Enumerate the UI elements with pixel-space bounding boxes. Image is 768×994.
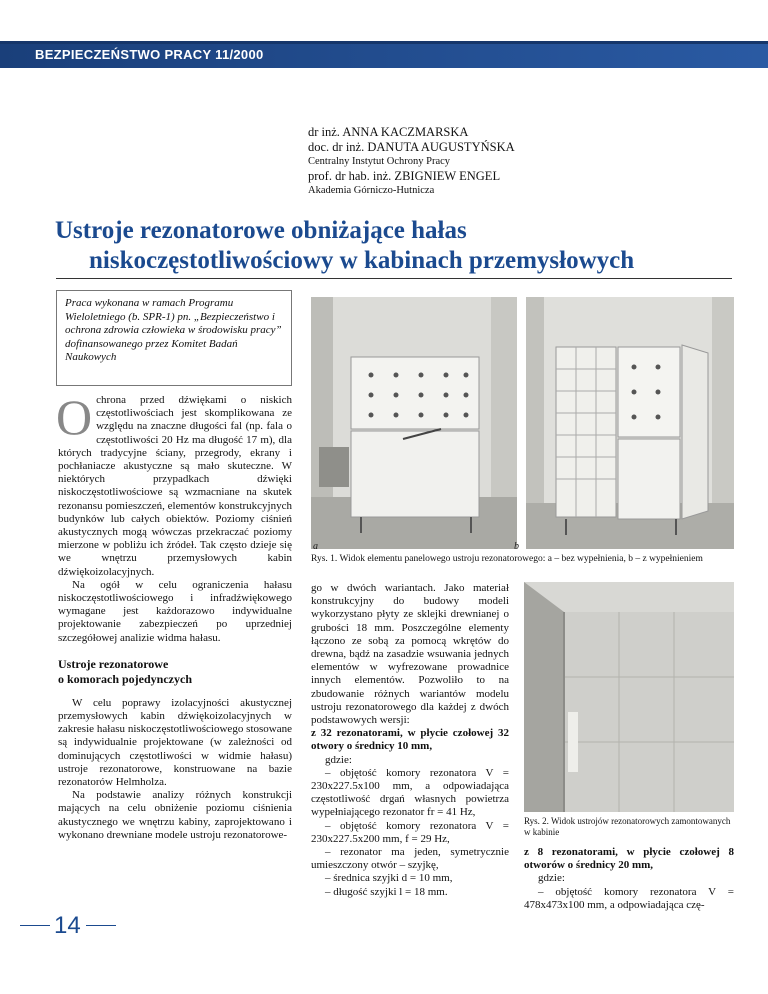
drop-cap: O — [56, 389, 93, 445]
photo-panel-filled — [526, 297, 734, 549]
figure-label-a: a — [313, 541, 318, 552]
resonator-panel-photo-a — [311, 297, 517, 549]
paragraph: W celu poprawy izolacyjności akustycznej przemysłowych kabin dźwiękoizolacyjnych w zakresie hałasu niskoczęstotliwościowego stosowane są indywidualnie projektowane (w zależności od dominujących częstotliwości w widmie hałasu) ustroje rezonatorowe, konstruowane na bazie rezonatorów Helmholza. — [58, 696, 292, 789]
intro-text: chrona przed dźwiękami o niskich częstotliwościach jest skomplikowana ze względu na znaczne długości fal (np. fala o częstotliwości 20 Hz ma długość 17 m), dla których tradycyjne ściany, przegrody, ekrany i pochłaniacze akustyczne są mało skuteczne. W niektórych przypadkach dźwięki niskoczęstotliwościowe są wzmacniane na skutek rezonansu pomieszczeń, elementów konstrukcyjnych budynków lub całych obiektów. Poziomy ciśnień akustycznych mogą wówczas przekraczać poziomy mierzone w pobliżu ich źródeł. Tak często dzieje się we wnętrzu przemysłowych kabin dźwiękoizolacyjnych. — [58, 394, 292, 578]
text-column-2 — [311, 582, 509, 899]
list-item: – objętość komory rezonatora V = 230x227.5x200 mm, f = 29 Hz, — [311, 819, 509, 845]
list-item: – długość szyjki l = 18 mm. — [325, 885, 448, 898]
journal-header-bar — [0, 41, 768, 68]
photo-panel-empty — [311, 297, 517, 549]
article-title — [55, 216, 745, 276]
author-name: prof. dr hab. inż. ZBIGNIEW ENGEL — [308, 169, 501, 183]
list-intro: gdzie: — [538, 872, 565, 885]
funding-note: Praca wykonana w ramach Programu Wieloletniego (b. SPR-1) pn. „Bezpieczeństwo i ochrona zdrowia człowieka w środowisku pracy” dofinansowanego przez Komitet Badań Naukowych — [56, 290, 292, 386]
page-number: 14 — [54, 912, 81, 939]
text-column-1 — [56, 389, 292, 842]
photo-cabin-installed — [524, 582, 734, 812]
cabin-resonators-photo — [524, 582, 734, 812]
section-heading-line: Ustroje rezonatorowe — [58, 656, 169, 671]
section-heading-line: o komorach pojedynczych — [58, 671, 192, 686]
author-name: dr inż. ANNA KACZMARSKA — [308, 125, 469, 139]
title-divider — [56, 278, 732, 279]
paragraph: go w dwóch wariantach. Jako materiał konstrukcyjny do budowy modeli wykorzystano płyty ze sklejki drewnianej o grubości 18 mm. Poszczególne elementy łączono ze sobą za pomocą wkrętów do drewna, bądź na zasadzie wsuwania jednych elementów w wyfrezowane prowadnice innych elementów. Pozwoliło to na zbudowanie różnych wariantów modelu ustroju rezonatorowego dla każdej z dwóch podstawowych wersji: — [311, 582, 509, 727]
list-item: – objętość komory rezonatora V = 478x473x100 mm, a odpowiadająca czę- — [524, 885, 734, 911]
paragraph: Na podstawie analizy różnych konstrukcji mających na celu obniżenie poziomu ciśnienia akustycznego we wnętrzu kabiny, zaprojektowano i wykonano drewniane modele ustroju rezonatorowe- — [58, 789, 292, 841]
list-intro: gdzie: — [325, 753, 352, 766]
variant-heading: z 32 rezonatorami, w płycie czołowej 32 otwory o średnicy 10 mm, — [311, 727, 509, 753]
list-item: – średnica szyjki d = 10 mm, — [325, 872, 453, 885]
title-line-1: Ustroje rezonatorowe obniżające hałas — [55, 217, 467, 244]
author-institution: Centralny Instytut Ochrony Pracy — [308, 156, 451, 167]
list-item: – rezonator ma jeden, symetrycznie umieszczony otwór – szyjkę, — [311, 846, 509, 872]
section-heading — [58, 657, 292, 687]
text-column-3 — [524, 846, 734, 912]
paragraph: Na ogół w celu ograniczenia hałasu niskoczęstotliwościowego i infradźwiękowego wymagane jest każdorazowo indywidualne projektowanie zabezpieczeń po uprzedniej szczegółowej analizie widma hałasu. — [58, 578, 292, 644]
resonator-panel-photo-b — [526, 297, 734, 549]
intro-paragraph — [56, 389, 292, 579]
page-number-rule-left — [20, 925, 50, 926]
figure-2-caption: Rys. 2. Widok ustrojów rezonatorowych zamontowanych w kabinie — [524, 816, 731, 837]
title-line-2: niskoczęstotliwościowy w kabinach przemysłowych — [89, 247, 635, 274]
page-number-rule-right — [86, 925, 116, 926]
authors-block — [308, 125, 728, 198]
journal-title: BEZPIECZEŃSTWO PRACY 11/2000 — [35, 47, 264, 62]
variant-heading: z 8 rezonatorami, w płycie czołowej 8 otworów o średnicy 20 mm, — [524, 846, 734, 872]
author-institution: Akademia Górniczo-Hutnicza — [308, 185, 435, 196]
figure-label-b: b — [514, 541, 519, 552]
figure-1-caption: Rys. 1. Widok elementu panelowego ustroju rezonatorowego: a – bez wypełnienia, b – z wypełnieniem — [311, 554, 703, 564]
list-item: – objętość komory rezonatora V = 230x227.5x100 mm, a odpowiadająca częstotliwość drgań własnych powietrza wypełniającego rezonator fr = 41 Hz, — [311, 766, 509, 819]
author-name: doc. dr inż. DANUTA AUGUSTYŃSKA — [308, 140, 515, 154]
